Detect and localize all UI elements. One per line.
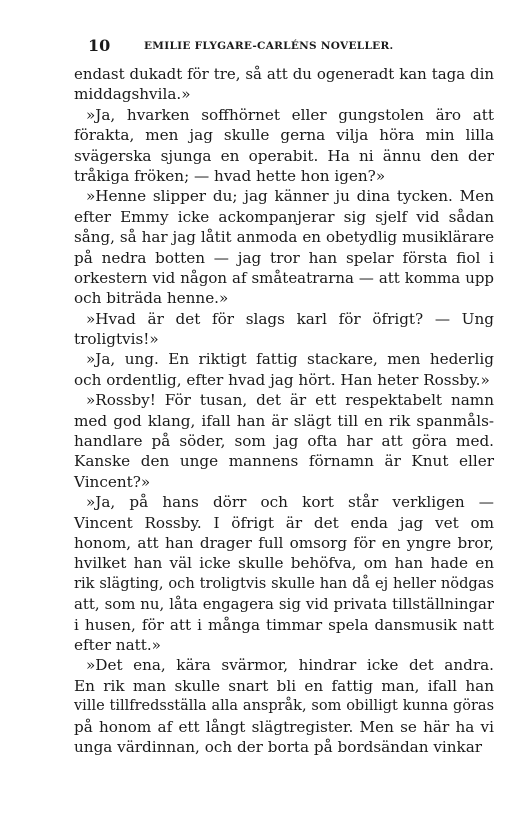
text-line: »Ja, hvarken soffhörnet eller gungstolen äro att [86, 105, 494, 124]
text-line: svägerska sjunga en operabit. Ha ni ännu den der [74, 146, 494, 165]
text-line: Kanske den unge mannens förnamn är Knut eller [74, 452, 494, 471]
text-line: att, som nu, låta engagera sig vid privata tillställningar [74, 595, 494, 614]
text-line: »Ja, ung. En riktigt fattig stackare, men hederlig [86, 350, 494, 369]
text-line: Vincent Rossby. I öfrigt är det enda jag vet om [74, 513, 494, 532]
text-line: på honom af ett långt slägtregister. Men se här ha vi [74, 717, 494, 736]
text-line: på nedra botten — jag tror han spelar första fiol i [74, 248, 494, 267]
paragraph [74, 655, 494, 757]
text-line: tråkiga fröken; — hvad hette hon igen?» [74, 166, 386, 185]
text-line: i husen, för att i många timmar spela dansmusik natt [74, 615, 494, 634]
text-line: rik slägting, och troligtvis skulle han då ej heller nödgas [74, 574, 494, 592]
text-line: troligtvis!» [74, 330, 159, 349]
text-line: endast dukadt för tre, så att du ogeneradt kan taga din [74, 65, 494, 83]
text-line: En rik man skulle snart bli en fattig man, ifall han [74, 676, 494, 695]
text-line: efter Emmy icke ackompanjerar sig sjelf vid sådan [74, 207, 494, 226]
text-line: middagshvila.» [74, 85, 191, 104]
running-title: EMILIE FLYGARE-CARLÉNS NOVELLER. [144, 40, 394, 52]
text-line: ville tillfredsställa alla anspråk, som obilligt kunna göras [74, 698, 494, 715]
text-line: och biträda henne.» [74, 289, 229, 308]
text-line: och ordentlig, efter hvad jag hört. Han heter Rossby.» [74, 370, 490, 389]
text-line: Vincent?» [74, 472, 151, 491]
paragraph [74, 390, 494, 492]
text-line: »Ja, på hans dörr och kort står verkligen — [86, 493, 494, 512]
text-line: hvilket han väl icke skulle behöfva, om han hade en [74, 554, 494, 573]
paragraph [74, 492, 494, 655]
text-line: orkestern vid någon af småteatrarna — att komma upp [74, 268, 494, 287]
paragraph [74, 309, 494, 350]
paragraph [74, 186, 494, 308]
text-line: med god klang, ifall han är slägt till en rik spanmåls- [74, 411, 494, 430]
text-line: handlare på söder, som jag ofta har att göra med. [74, 432, 494, 451]
paragraph [74, 105, 494, 187]
text-line: »Det ena, kära svärmor, hindrar icke det andra. [86, 656, 494, 675]
text-line: »Hvad är det för slags karl för öfrigt? — Ung [86, 309, 494, 328]
text-line: unga värdinnan, och der borta på bordsändan vinkar [74, 737, 483, 756]
text-line: förakta, men jag skulle gerna vilja höra min lilla [74, 126, 494, 145]
text-line: »Henne slipper du; jag känner ju dina tycken. Men [86, 187, 494, 206]
text-line: sång, så har jag låtit anmoda en obetydlig musiklärare [74, 228, 494, 247]
text-line: efter natt.» [74, 635, 161, 654]
text-line: »Rossby! För tusan, det är ett respektabelt namn [86, 391, 494, 410]
page-number: 10 [88, 36, 111, 55]
body-text [74, 64, 494, 757]
running-head [74, 36, 494, 56]
text-line: honom, att han drager full omsorg för en yngre bror, [74, 533, 494, 552]
paragraph [74, 349, 494, 390]
paragraph [74, 64, 494, 105]
